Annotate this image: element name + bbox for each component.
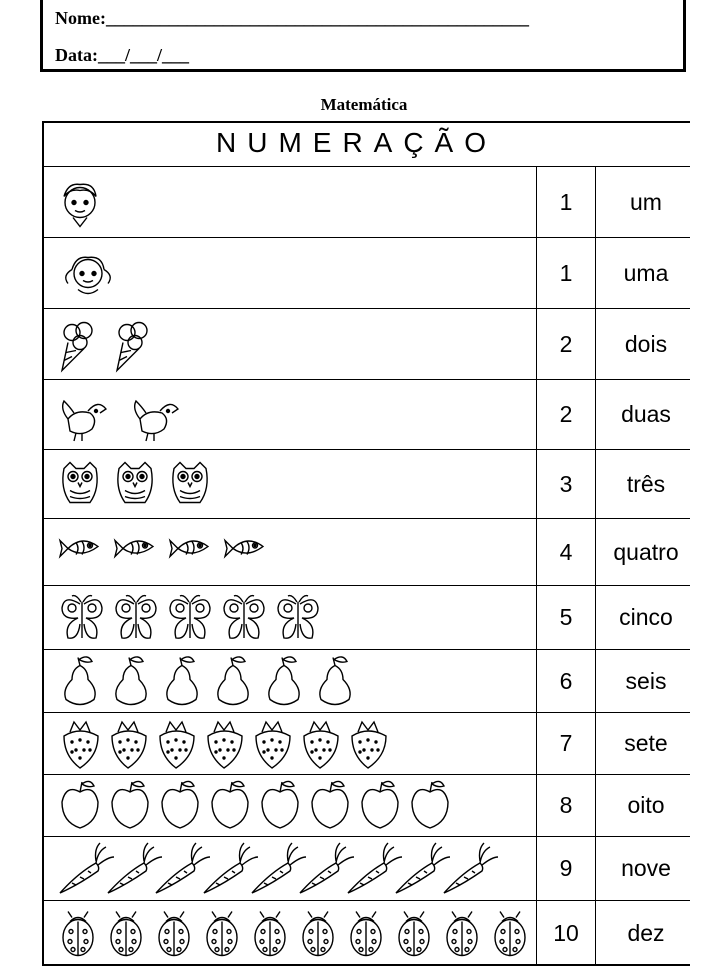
table-row: [44, 519, 690, 586]
number-cell: 7: [536, 713, 596, 774]
owl-icon: [118, 463, 152, 503]
ladybug-icon: [63, 912, 93, 956]
apple-icon: [112, 781, 148, 828]
ladybug-icon: [159, 912, 189, 956]
carrot-icon: [348, 843, 402, 893]
number-cell: 10: [536, 901, 596, 966]
pear-icon: [320, 657, 350, 705]
boy-face-icon: [64, 184, 96, 226]
ladybug-icon: [303, 912, 333, 956]
number-cell: 2: [536, 380, 596, 449]
strawberry-icon: [64, 722, 98, 768]
name-field[interactable]: Nome:_______________________________________________: [55, 8, 529, 28]
apple-icon: [262, 781, 298, 828]
table-row: [44, 837, 690, 901]
carrot-icon: [156, 843, 210, 893]
butterfly-icon: [224, 596, 264, 639]
table-title: NUMERAÇÃO: [216, 127, 498, 158]
number-word-cell: três: [626, 470, 666, 497]
number-word-cell: dez: [627, 920, 665, 946]
strawberry-icon: [208, 722, 242, 768]
ice-cream-cone-icon: [117, 323, 147, 371]
number-word-cell: cinco: [619, 604, 673, 630]
apple-icon: [312, 781, 348, 828]
carrot-icon: [252, 843, 306, 893]
fish-icon: [60, 541, 98, 557]
girl-face-icon: [66, 257, 111, 293]
strawberry-icon: [112, 722, 146, 768]
strawberry-icon: [160, 722, 194, 768]
fish-icon: [225, 541, 263, 557]
number-cell: 4: [536, 519, 596, 585]
owl-icon: [173, 463, 207, 503]
apple-icon: [162, 781, 198, 828]
ladybug-icon: [495, 912, 525, 956]
table-row: [44, 167, 690, 238]
ladybug-icon: [351, 912, 381, 956]
pictures-cell: [50, 650, 530, 712]
apple-icon: [412, 781, 448, 828]
table-row: [44, 901, 690, 966]
number-word-cell: oito: [627, 792, 665, 818]
fish-icon: [170, 541, 208, 557]
bird-icon: [63, 401, 106, 441]
number-cell: 6: [536, 650, 596, 712]
table-row: [44, 586, 690, 650]
carrot-icon: [204, 843, 258, 893]
pear-icon: [65, 657, 95, 705]
ladybug-icon: [111, 912, 141, 956]
number-word-cell: nove: [621, 855, 671, 881]
number-cell: 9: [536, 837, 596, 900]
fish-icon: [115, 541, 153, 557]
number-cell: 8: [536, 775, 596, 836]
carrot-icon: [396, 843, 450, 893]
strawberry-icon: [352, 722, 386, 768]
table-row: [44, 650, 690, 713]
number-word-cell: duas: [621, 401, 671, 427]
pictures-cell: [50, 380, 530, 449]
number-cell: 2: [536, 309, 596, 379]
table-row: [44, 713, 690, 775]
number-word-cell: quatro: [613, 538, 679, 565]
ladybug-icon: [255, 912, 285, 956]
apple-icon: [62, 781, 98, 828]
pictures-cell: [50, 775, 530, 836]
ladybug-icon: [399, 912, 429, 956]
owl-icon: [63, 463, 97, 503]
student-info-box: [40, 0, 686, 72]
date-field[interactable]: Data:___/___/___: [55, 45, 189, 65]
table-row: [44, 309, 690, 380]
strawberry-icon: [304, 722, 338, 768]
number-word-cell: um: [630, 188, 662, 215]
table-title-row: [44, 123, 690, 167]
pear-icon: [167, 657, 197, 705]
number-word-cell: seis: [625, 667, 667, 694]
carrot-icon: [444, 843, 498, 893]
table-row: [44, 238, 690, 309]
table-row: [44, 450, 690, 519]
pear-icon: [269, 657, 299, 705]
butterfly-icon: [170, 596, 210, 639]
pictures-cell: [50, 519, 530, 585]
pictures-cell: [50, 238, 530, 308]
carrot-icon: [108, 843, 162, 893]
number-cell: 3: [536, 450, 596, 518]
bird-icon: [135, 401, 178, 441]
number-cell: 1: [536, 167, 596, 237]
number-word-cell: uma: [623, 259, 669, 286]
pictures-cell: [50, 901, 530, 966]
ladybug-icon: [207, 912, 237, 956]
apple-icon: [212, 781, 248, 828]
ladybug-icon: [447, 912, 477, 956]
pear-icon: [218, 657, 248, 705]
butterfly-icon: [62, 596, 102, 639]
butterfly-icon: [116, 596, 156, 639]
carrot-icon: [300, 843, 354, 893]
numbering-table: [42, 121, 690, 966]
pear-icon: [116, 657, 146, 705]
pictures-cell: [50, 309, 530, 379]
number-cell: 5: [536, 586, 596, 649]
butterfly-icon: [278, 596, 318, 639]
pictures-cell: [50, 167, 530, 237]
pictures-cell: [50, 837, 530, 900]
number-word-cell: dois: [624, 330, 668, 357]
table-row: [44, 775, 690, 837]
table-row: [44, 380, 690, 450]
pictures-cell: [50, 586, 530, 649]
subject-title: Matemática: [320, 95, 408, 114]
number-word-cell: sete: [624, 730, 668, 756]
strawberry-icon: [256, 722, 290, 768]
apple-icon: [362, 781, 398, 828]
pictures-cell: [50, 713, 530, 774]
carrot-icon: [60, 843, 114, 893]
pictures-cell: [50, 450, 530, 518]
ice-cream-cone-icon: [62, 323, 92, 371]
number-cell: 1: [536, 238, 596, 308]
